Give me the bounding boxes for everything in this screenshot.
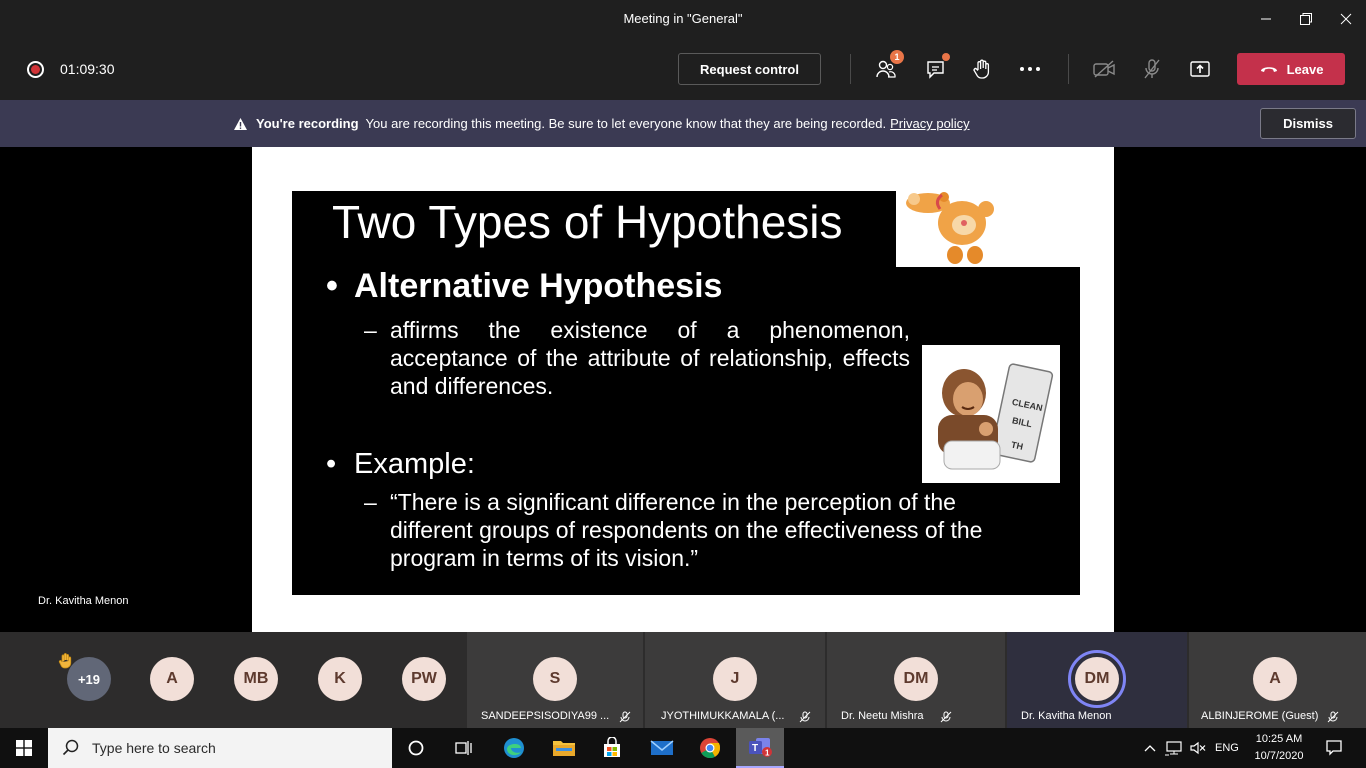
teddy-bear-clipart-icon xyxy=(902,189,1012,267)
participants-button[interactable] xyxy=(870,54,902,84)
mic-off-icon xyxy=(1327,711,1339,723)
meeting-timer: 01:09:30 xyxy=(60,61,115,77)
task-view-button[interactable] xyxy=(440,728,488,768)
recording-banner xyxy=(0,100,1366,147)
camera-toggle-button[interactable] xyxy=(1088,54,1120,84)
mic-off-icon xyxy=(1142,58,1162,80)
task-view-icon xyxy=(455,740,473,756)
cortana-circle-icon xyxy=(408,740,424,756)
mic-off-icon xyxy=(619,711,631,723)
recording-heading: You're recording xyxy=(256,116,359,131)
recording-indicator-icon xyxy=(27,61,44,78)
dash-glyph: – xyxy=(364,317,377,343)
mic-off-icon xyxy=(799,711,811,723)
participant-name: Dr. Kavitha Menon xyxy=(1021,710,1112,722)
meeting-controls xyxy=(0,38,1366,100)
participant-avatar[interactable]: MB xyxy=(234,657,278,701)
participant-tile[interactable] xyxy=(467,632,643,728)
edge-icon xyxy=(502,736,526,760)
shared-slide xyxy=(252,147,1114,632)
raise-hand-button[interactable] xyxy=(966,54,998,84)
participants-count-badge: 1 xyxy=(890,50,904,64)
close-button[interactable] xyxy=(1326,0,1366,38)
participant-tile[interactable] xyxy=(1189,632,1366,728)
privacy-policy-link[interactable]: Privacy policy xyxy=(890,116,970,131)
title-bar xyxy=(0,0,1366,38)
participant-name: JYOTHIMUKKAMALA (... xyxy=(661,710,785,722)
participant-tile-speaking[interactable] xyxy=(1007,632,1187,728)
recording-text: You are recording this meeting. Be sure to let everyone know that they are being recorded. xyxy=(365,116,887,131)
dash-glyph: – xyxy=(364,489,377,515)
slide-subpoint-1 xyxy=(364,316,994,400)
doctor-clipboard-clipart-icon xyxy=(922,345,1060,483)
network-icon[interactable] xyxy=(1165,740,1183,756)
presenter-name-label: Dr. Kavitha Menon xyxy=(38,595,129,607)
clipart-word-th: TH xyxy=(1010,439,1025,452)
hang-up-icon xyxy=(1259,64,1279,74)
file-explorer-button[interactable] xyxy=(540,728,588,768)
bullet-glyph: • xyxy=(326,448,337,480)
close-icon xyxy=(1340,13,1352,25)
chat-icon xyxy=(925,58,947,80)
teams-icon xyxy=(747,735,773,759)
request-control-button[interactable]: Request control xyxy=(678,53,821,85)
slide-bullet-2-text: Example: xyxy=(354,448,475,480)
store-bag-icon xyxy=(601,737,623,759)
slide-subpoint-2-text: “There is a significant difference in the perception of the different groups of respondents on the effectiveness of the program in terms of its vision.” xyxy=(390,489,983,571)
participant-avatar: S xyxy=(533,657,577,701)
slide-subpoint-2 xyxy=(364,488,1000,572)
start-button[interactable] xyxy=(0,728,48,768)
minimize-icon xyxy=(1260,13,1272,25)
folder-icon xyxy=(552,738,576,758)
minimize-button[interactable] xyxy=(1246,0,1286,38)
more-actions-button[interactable] xyxy=(1014,54,1046,84)
taskbar-clock[interactable] xyxy=(1254,731,1304,765)
speaker-muted-icon[interactable] xyxy=(1189,740,1207,756)
participant-avatar[interactable]: K xyxy=(318,657,362,701)
participant-avatar[interactable]: A xyxy=(150,657,194,701)
bullet-glyph: • xyxy=(326,267,338,305)
slide-bullet-2 xyxy=(326,448,475,481)
hand-icon xyxy=(971,58,993,80)
action-center-button[interactable] xyxy=(1310,728,1358,768)
participant-avatar: A xyxy=(1253,657,1297,701)
dismiss-button[interactable]: Dismiss xyxy=(1260,108,1356,139)
participant-strip xyxy=(0,632,1366,728)
taskbar xyxy=(0,728,1366,768)
cortana-button[interactable] xyxy=(392,728,440,768)
chat-unread-dot xyxy=(942,53,950,61)
participant-tile[interactable] xyxy=(645,632,825,728)
warning-icon xyxy=(233,117,248,131)
svg-text:T: T xyxy=(752,743,759,754)
slide-bullet-1-text: Alternative Hypothesis xyxy=(354,267,723,305)
restore-icon xyxy=(1299,12,1313,26)
windows-logo-icon xyxy=(16,740,32,756)
share-screen-icon xyxy=(1189,59,1211,79)
participant-name: SANDEEPSISODIYA99 ... xyxy=(481,710,610,722)
slide-title: Two Types of Hypothesis xyxy=(332,196,843,248)
slide-title-notch xyxy=(896,191,1080,267)
search-placeholder: Type here to search xyxy=(92,740,216,756)
participant-tile[interactable] xyxy=(827,632,1005,728)
clock-time: 10:25 AM xyxy=(1255,733,1303,745)
leave-label: Leave xyxy=(1286,61,1324,77)
mail-icon xyxy=(650,739,674,757)
store-button[interactable] xyxy=(588,728,636,768)
mic-toggle-button[interactable] xyxy=(1136,54,1168,84)
taskbar-search-box[interactable] xyxy=(48,728,392,768)
chevron-up-icon[interactable] xyxy=(1143,743,1157,753)
camera-off-icon xyxy=(1092,59,1116,79)
mail-button[interactable] xyxy=(638,728,686,768)
notification-icon xyxy=(1325,739,1343,757)
shared-content-stage xyxy=(0,147,1366,632)
participant-name: ALBINJEROME (Guest) xyxy=(1201,710,1319,722)
clock-date: 10/7/2020 xyxy=(1254,750,1304,762)
participant-name: Dr. Neetu Mishra xyxy=(841,710,924,722)
teams-button[interactable] xyxy=(736,728,784,768)
chat-button[interactable] xyxy=(920,54,952,84)
window-title: Meeting in "General" xyxy=(623,11,743,26)
slide-bullet-1 xyxy=(326,267,722,306)
clipart-word-bill: BILL xyxy=(1011,415,1033,430)
maximize-button[interactable] xyxy=(1286,0,1326,38)
slide-subpoint-1-text: affirms the existence of a phenomenon, acceptance of the attribute of relationship, effects and differences. xyxy=(390,317,910,399)
share-content-button[interactable] xyxy=(1184,54,1216,84)
participant-avatar: J xyxy=(713,657,757,701)
more-icon xyxy=(1019,66,1041,72)
participant-avatar[interactable]: PW xyxy=(402,657,446,701)
more-participants-button[interactable]: +19 xyxy=(67,657,111,701)
slide-body xyxy=(292,191,1080,595)
chrome-icon xyxy=(698,736,722,760)
search-icon xyxy=(62,739,80,757)
clipart-word-clean: CLEAN xyxy=(1011,396,1044,414)
divider xyxy=(850,54,851,84)
teams-badge-count: 1 xyxy=(765,748,770,758)
system-tray xyxy=(1143,728,1239,768)
leave-button[interactable] xyxy=(1237,53,1345,85)
participant-avatar: DM xyxy=(894,657,938,701)
participant-avatar: DM xyxy=(1075,657,1119,701)
chrome-button[interactable] xyxy=(686,728,734,768)
recording-message xyxy=(233,116,970,131)
doctor-clipart-box xyxy=(922,345,1060,483)
divider xyxy=(1068,54,1069,84)
input-language[interactable]: ENG xyxy=(1215,742,1239,754)
edge-browser-button[interactable] xyxy=(490,728,538,768)
mic-off-icon xyxy=(940,711,952,723)
